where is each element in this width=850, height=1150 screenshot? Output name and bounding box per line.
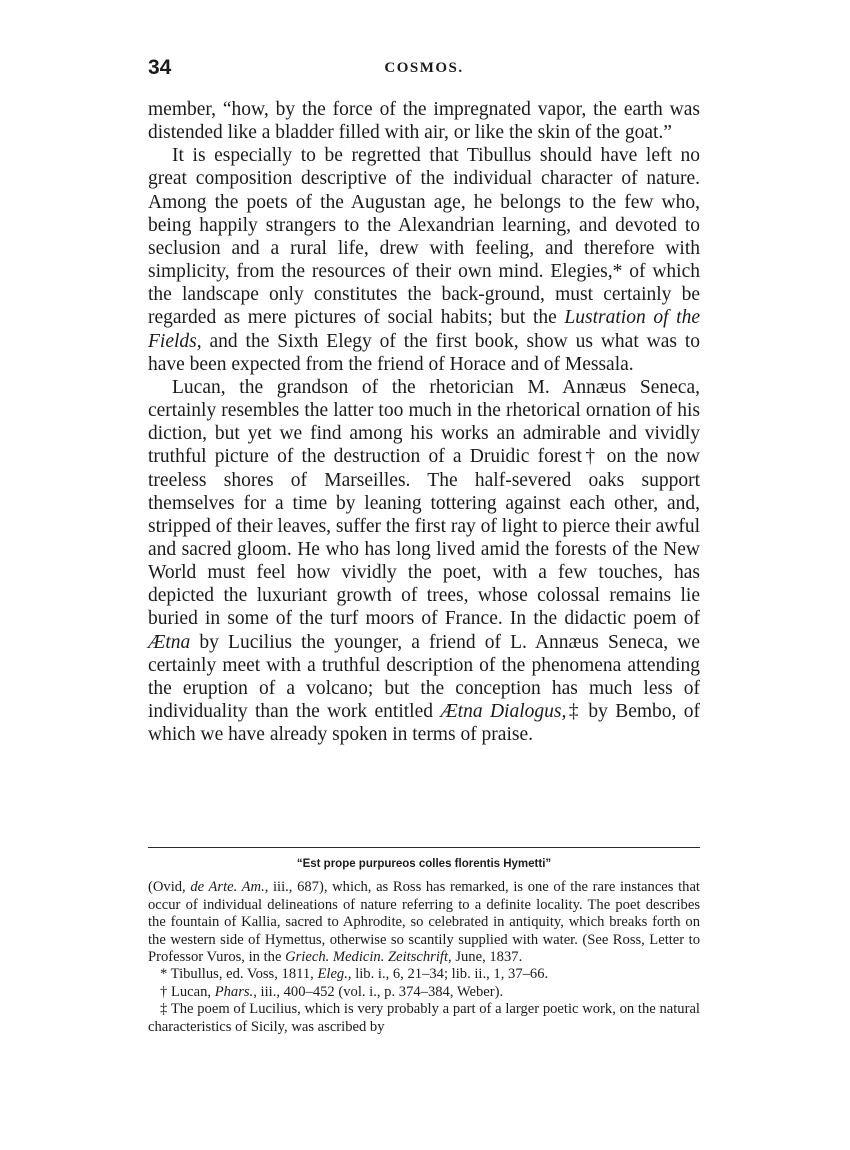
page-header [148,56,700,88]
footnote-ovid: (Ovid, de Arte. Am., iii., 687), which, as Ross has remarked, is one of the rare instances that occur of individual delineations of nature referring to a definite locality. The poet describes the fountain of Kallia, sacred to Aphrodite, so celebrated in antiquity, which breaks forth on the western side of Hymettus, otherwise so scantily supplied with water. (See Ross, Letter to Professor Vuros, in the Griech. Medicin. Zeitschrift, June, 1837. [148,879,700,966]
paragraph-tibullus: It is especially to be regretted that Tibullus should have left no great composition descriptive of the individual character of nature. Among the poets of the Augustan age, he belongs to the few who, being happily strangers to the Alexandrian learning, and devoted to seclusion and a rural life, drew with feeling, and therefore with simplicity, from the resources of their own mind. Elegies,* of which the landscape only constitutes the back-ground, must certainly be regarded as mere pictures of social habits; but the Lustration of the Fields, and the Sixth Elegy of the first book, show us what was to have been expected from the friend of Horace and of Messala. [148,145,700,375]
paragraph-continuation: member, “how, by the force of the impregnated vapor, the earth was distended like a bladder filled with air, or like the skin of the goat.” [148,99,700,144]
paragraph-lucan: Lucan, the grandson of the rhetorician M. Annæus Seneca, certainly resembles the latter too much in the rhetorical ornation of his diction, but yet we find among his works an admirable and vividly truthful picture of the destruction of a Druidic forest† on the now treeless shores of Marseilles. The half-severed oaks support themselves for a time by leaning tottering against each other, and, stripped of their leaves, suffer the first ray of light to pierce their awful and sacred gloom. He who has long lived amid the forests of the New World must feel how vividly the poet, with a few touches, has depicted the luxuriant growth of trees, whose colossal remains lie buried in some of the turf moors of France. In the didactic poem of Ætna by Lucilius the younger, a friend of L. Annæus Seneca, we certainly meet with a truthful description of the phenomena attending the eruption of a volcano; but the conception has much less of individuality than the work entitled Ætna Dialogus,‡ by Bembo, of which we have already spoken in terms of praise. [148,376,700,746]
italic-title-aetna: Ætna [148,631,191,653]
italic-title-lustration: Lustration of the Fields [148,307,700,352]
body-text [148,98,700,746]
footnote-divider [148,847,700,848]
footnote-asterisk: * Tibullus, ed. Voss, 1811, Eleg., lib. i., 6, 21–34; lib. ii., 1, 37–66. [160,966,549,983]
page-number: 34 [148,56,172,79]
footnotes [148,856,700,1036]
footnote-dagger: † Lucan, Phars., iii., 400–452 (vol. i., p. 374–384, Weber). [160,983,504,1000]
footnote-quote: “Est prope purpureos colles florentis Hymetti” [296,858,552,870]
running-title: COSMOS. [384,60,464,76]
footnote-double-dagger: ‡ The poem of Lucilius, which is very probably a part of a larger poetic work, on the natural characteristics of Sicily, was ascribed by [148,1001,700,1035]
italic-title-aetna-dialogus: Ætna Dialogus, [440,701,567,723]
